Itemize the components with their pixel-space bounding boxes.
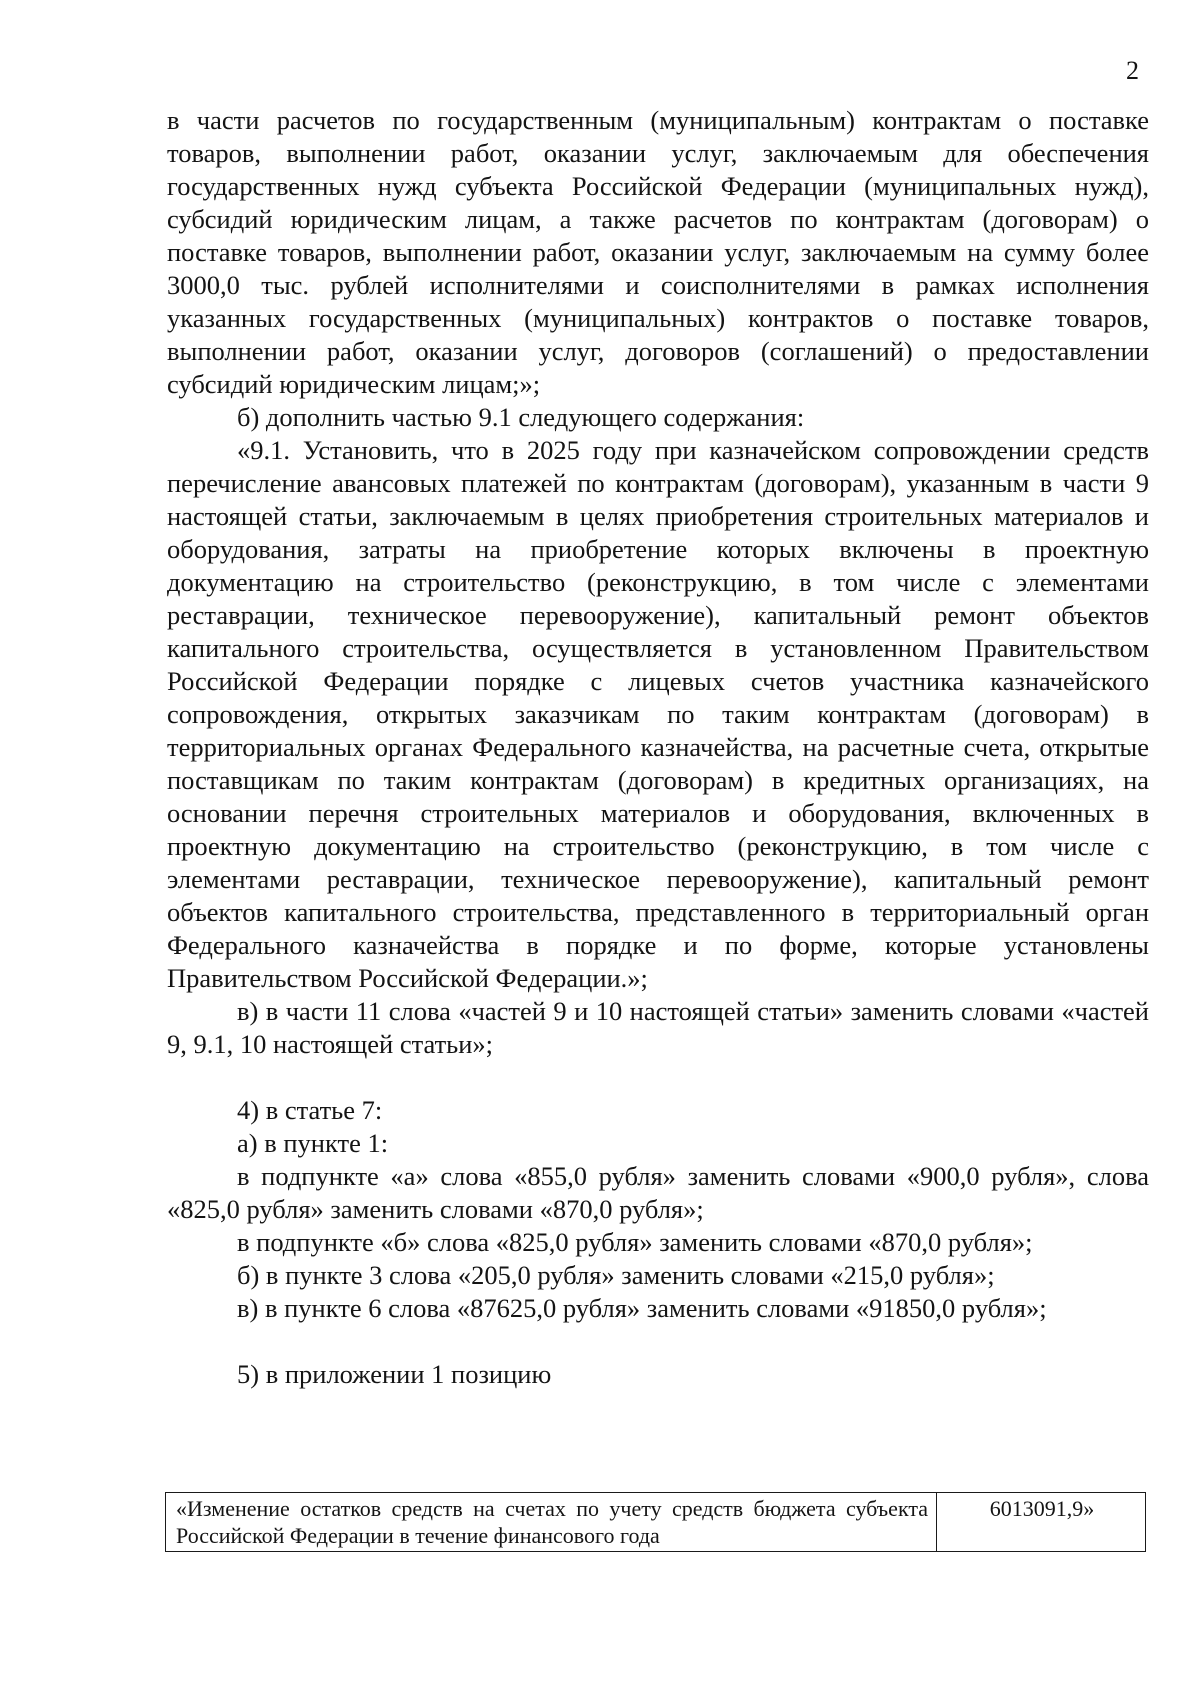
paragraph-article-7: 4) в статье 7: — [237, 1095, 383, 1125]
paragraph-part-9-1: «9.1. Установить, что в 2025 году при казначейском сопровождении средств перечисление авансовых платежей по контрактам (договорам), указанным в части 9 настоящей статьи, заключаемым в целях приобретения строительных материалов и оборудования, затраты на приобретение которых включены в проектную документацию на строительство (реконструкцию, в том числе с элементами реставрации, техническое перевооружение), капитальный ремонт объектов капитального строительства, осуществляется в установленном Правительством Российской Федерации порядке с лицевых счетов участника казначейского сопровождения, открытых заказчикам по таким контрактам (договорам) в территориальных органах Федерального казначейства, на расчетные счета, открытые поставщикам по таким контрактам (договорам) в кредитных организациях, на основании перечня строительных материалов и оборудования, включенных в проектную документацию на строительство (реконструкцию, в том числе с элементами реставрации, техническое перевооружение), капитальный ремонт объектов капитального строительства, представленного в территориальный орган Федерального казначейства в порядке и по форме, которые установлены Правительством Российской Федерации.»; — [167, 435, 1149, 993]
paragraph-point-1: а) в пункте 1: — [237, 1128, 389, 1158]
page-number: 2 — [1126, 56, 1139, 85]
paragraph-item-b: б) дополнить частью 9.1 следующего содержания: — [237, 402, 805, 432]
paragraph-point-6: в) в пункте 6 слова «87625,0 рубля» заменить словами «91850,0 рубля»; — [237, 1293, 1047, 1323]
paragraph-point-3: б) в пункте 3 слова «205,0 рубля» заменить словами «215,0 рубля»; — [237, 1260, 995, 1290]
paragraph-subpoint-a: в подпункте «а» слова «855,0 рубля» заменить словами «900,0 рубля», слова «825,0 рубля» заменить словами «870,0 рубля»; — [167, 1161, 1149, 1224]
paragraph-item-v: в) в части 11 слова «частей 9 и 10 настоящей статьи» заменить словами «частей 9, 9.1, 10 настоящей статьи»; — [167, 996, 1149, 1059]
paragraph-appendix-1: 5) в приложении 1 позицию — [237, 1359, 552, 1389]
amendment-table — [165, 1492, 1146, 1552]
paragraph-continuation: в части расчетов по государственным (муниципальным) контрактам о поставке товаров, выполнении работ, оказании услуг, заключаемым для обеспечения государственных нужд субъекта Российской Федерации (муниципальных нужд), субсидий юридическим лицам, а также расчетов по контрактам (договорам) о поставке товаров, выполнении работ, оказании услуг, заключаемым на сумму более 3000,0 тыс. рублей исполнителями и соисполнителями в рамках исполнения указанных государственных (муниципальных) контрактов о поставке товаров, выполнении работ, оказании услуг, договоров (соглашений) о предоставлении субсидий юридическим лицам;»; — [167, 105, 1149, 399]
table-cell-amount: 6013091,9» — [937, 1493, 1146, 1552]
document-body — [167, 104, 1149, 1391]
table-cell-description: «Изменение остатков средств на счетах по учету средств бюджета субъекта Российской Федерации в течение финансового года — [166, 1493, 937, 1552]
paragraph-subpoint-b: в подпункте «б» слова «825,0 рубля» заменить словами «870,0 рубля»; — [237, 1227, 1033, 1257]
table-row — [166, 1493, 1146, 1552]
